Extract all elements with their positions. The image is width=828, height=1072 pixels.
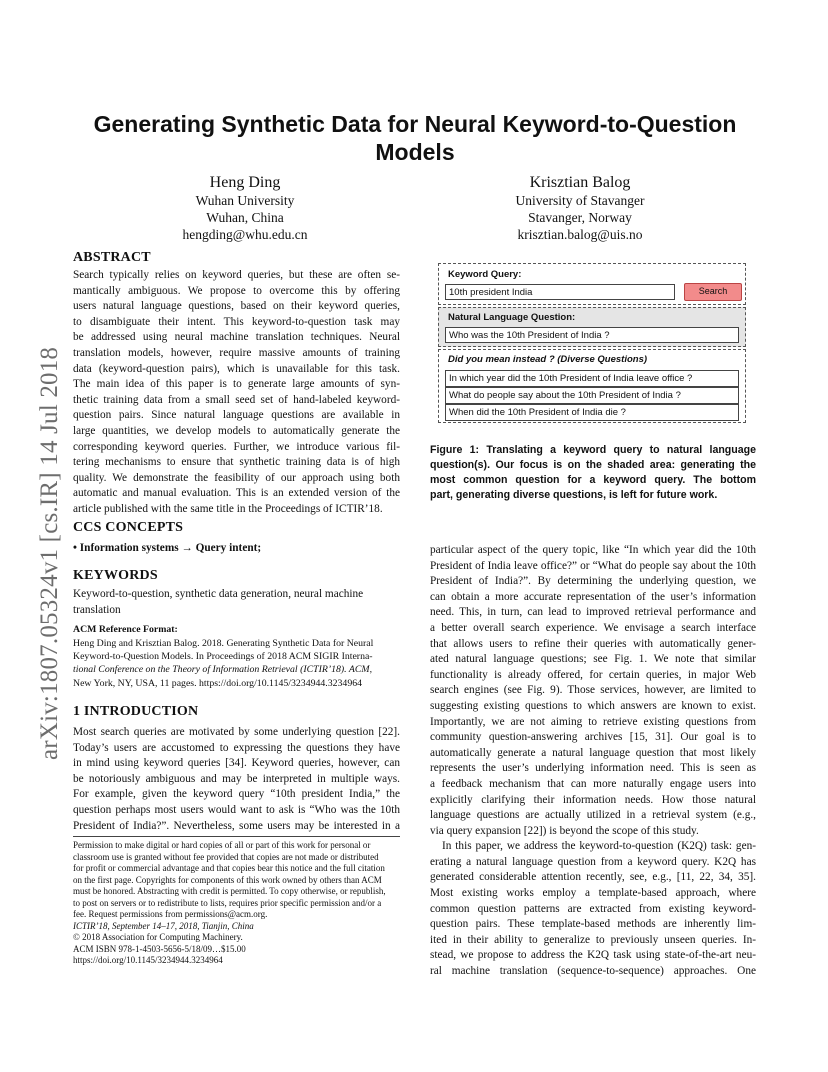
body-line: ral machine translation (sequence-to-sequence) approaches. One <box>430 965 756 978</box>
intro-line: question perhaps most users would want to ask is “Who was the 10th <box>73 803 400 816</box>
intro-line: President of India?”. Nevertheless, some users may be interested in a <box>73 819 400 832</box>
keyword-query-label: Keyword Query: <box>448 269 522 280</box>
author-location: Wuhan, China <box>206 210 284 225</box>
intro-line: Today’s users are accustomed to expressing the questions they have <box>73 741 400 754</box>
abstract-line: corresponding keyword queries. Further, we introduce various fil- <box>73 440 400 453</box>
caption-line: Figure 1: Translating a keyword query to natural language <box>430 444 756 456</box>
title-line-2: Models <box>375 139 455 165</box>
body-line: can obtain a more accurate representation of the user’s information <box>430 590 756 603</box>
abstract-line: large quantities, we develop models to automatically generate the <box>73 424 400 437</box>
intro-line: Most search queries are motivated by some underlying question [22]. <box>73 726 400 738</box>
permission-line: © 2018 Association for Computing Machinery. <box>73 932 243 942</box>
abstract-line: mantically ambiguous. We propose to overcome this by offering <box>73 284 400 297</box>
paper-title <box>90 110 740 166</box>
permission-line: fee. Request permissions from permissions@acm.org. <box>73 909 268 919</box>
body-line: explicitly clarifying their information needs. How those natural <box>430 793 756 806</box>
abstract-line: users natural language questions, based on their keyword queries, <box>73 300 400 313</box>
body-line: President of India leave office?” or “What do people say about the 10th <box>430 559 756 572</box>
author-2 <box>490 173 670 243</box>
permission-line: for profit or commercial advantage and that copies bear this notice and the full citation <box>73 863 385 873</box>
acm-ref-body <box>73 637 400 690</box>
permission-line: classroom use is granted without fee provided that copies are not made or distributed <box>73 851 379 862</box>
author-email: hengding@whu.edu.cn <box>182 227 308 242</box>
keywords-heading: KEYWORDS <box>73 568 158 583</box>
caption-line: most common question for a keyword query. The bottom <box>430 474 756 486</box>
author-affiliation: University of Stavanger <box>515 193 645 208</box>
abstract-line: to disambiguate their intent. This keyword-to-question task may <box>73 315 400 328</box>
diverse-question[interactable]: What do people say about the 10th President of India ? <box>445 387 739 404</box>
body-line: In this paper, we address the keyword-to-question (K2Q) task: gen- <box>442 840 756 853</box>
abstract-line: translation models, however, require massive amounts of training <box>73 346 400 359</box>
permission-block <box>73 840 400 967</box>
permission-line: must be honored. Abstracting with credit is permitted. To copy otherwise, or republish, <box>73 886 386 896</box>
diverse-question[interactable]: When did the 10th President of India die ? <box>445 404 739 421</box>
abstract-heading: ABSTRACT <box>73 250 151 265</box>
body-line: generated considerable attention recently, see, e.g., [11, 22, 34, 35]. <box>430 871 756 884</box>
abstract-body <box>73 268 400 518</box>
abstract-line: be addressed using neural machine translation techniques. Neural <box>73 331 400 344</box>
caption-line: part, generating diverse questions, is left for future work. <box>430 489 718 501</box>
body-line: represents the user’s underlying information need. This is seen as <box>430 762 756 775</box>
caption-line: question(s). Our focus is on the shaded area: generating the <box>430 459 756 471</box>
body-line: Importantly, we are not aiming to retrieve existing questions from <box>430 715 756 728</box>
body-line: President of India?”. By determining the underlying question, we <box>430 575 756 588</box>
keywords-line: translation <box>73 603 121 616</box>
figure-caption <box>430 443 756 503</box>
body-line: Most existing works employ a template-based approach, where <box>430 887 756 900</box>
body-line: community question-answering archives [15, 31]. Our goal is to <box>430 731 756 744</box>
keyword-query-input[interactable]: 10th president India <box>445 284 675 300</box>
permission-line: ICTIR’18, September 14–17, 2018, Tianjin, China <box>73 920 254 931</box>
intro-line: be notoriously ambiguous and may be interpreted in multiple ways. <box>73 772 400 785</box>
body-line: search engines (see Fig. 9). Those services, however, are limited to <box>430 684 756 697</box>
body-line: a better overall search experience. We envisage a search interface <box>430 621 756 634</box>
permission-line: to post on servers or to redistribute to lists, requires prior specific permission and/or a <box>73 897 382 908</box>
author-email: krisztian.balog@uis.no <box>517 227 643 242</box>
body-line: need. This, in turn, can lead to improved retrieval performance and <box>430 606 756 619</box>
abstract-line: thetic training data from a small seed set of hand-labeled keyword- <box>73 393 400 406</box>
diverse-label: Did you mean instead ? (Diverse Questions) <box>448 354 648 365</box>
intro-body <box>73 725 400 834</box>
ccs-heading: CCS CONCEPTS <box>73 520 184 535</box>
intro-line: For example, given the keyword query “10th president India,” the <box>73 788 400 801</box>
acm-ref-line: Keyword-to-Question Models. In Proceedings of 2018 ACM SIGIR Interna- <box>73 651 373 663</box>
body-line: particular aspect of the query topic, like “In which year did the 10th <box>430 544 756 556</box>
author-affiliation: Wuhan University <box>195 193 295 208</box>
body-line: a feedback mechanism that can more naturally engage users into <box>430 777 756 790</box>
permission-line: ACM ISBN 978-1-4503-5656-5/18/09…$15.00 <box>73 943 246 954</box>
nlq-label: Natural Language Question: <box>448 312 576 323</box>
abstract-line: The main idea of this paper is to generate large amounts of syn- <box>73 378 400 391</box>
body-line: question pairs. These template-based methods are inherently lim- <box>430 918 756 931</box>
figure-1 <box>438 263 746 431</box>
author-location: Stavanger, Norway <box>528 210 632 225</box>
abstract-line: Search typically relies on keyword queries, but these are often se- <box>73 269 400 281</box>
author-1 <box>160 173 330 243</box>
abstract-line: article published with the same title in the Proceedings of ICTIR’18. <box>73 502 383 515</box>
arxiv-id: arXiv:1807.05324v1 [cs.IR] 14 Jul 2018 <box>36 346 63 760</box>
abstract-line: data (keyword-question pairs), which is unavailable for this task. <box>73 362 400 375</box>
diverse-question[interactable]: In which year did the 10th President of India leave office ? <box>445 370 739 387</box>
abstract-line: question pairs. Since natural language questions are available in <box>73 409 400 422</box>
body-line: that allows users to refine their queries with automatically gener- <box>430 637 756 650</box>
intro-line: in mind using keyword queries [34]. Keyword queries, however, can <box>73 757 400 770</box>
permission-line: on the first page. Copyrights for components of this work owned by others than ACM <box>73 874 382 885</box>
author-name: Heng Ding <box>209 174 281 191</box>
body-line: via query expansion [22]) is beyond the scope of this study. <box>430 824 699 837</box>
keywords-text <box>73 587 400 618</box>
search-button[interactable]: Search <box>684 283 742 301</box>
body-line: suggesting existing questions to which answers are known to exist. <box>430 699 756 712</box>
permission-line: Permission to make digital or hard copies of all or part of this work for personal or <box>73 840 371 850</box>
body-line: erating a natural language question from a keyword query. K2Q has <box>430 855 756 868</box>
intro-heading: 1 INTRODUCTION <box>73 704 199 719</box>
body-line: common question patterns are extracted from existing keyword- <box>430 902 756 915</box>
body-line: ated natural language questions; see Fig. 1. We note that similar <box>430 653 756 666</box>
permission-line: https://doi.org/10.1145/3234944.3234964 <box>73 955 223 965</box>
footnote-rule <box>73 836 400 837</box>
keywords-line: Keyword-to-question, synthetic data generation, neural machine <box>73 588 364 600</box>
acm-ref-heading: ACM Reference Format: <box>73 624 178 635</box>
ccs-text: • Information systems → Query intent; <box>73 542 262 554</box>
body-line: automatically generate a natural language question that most likely <box>430 746 756 759</box>
nlq-output: Who was the 10th President of India ? <box>445 327 739 343</box>
title-line-1: Generating Synthetic Data for Neural Keyword-to-Question <box>93 111 737 137</box>
body-line: stead, we propose to address the K2Q task using state-of-the-art neu- <box>430 949 756 962</box>
arxiv-stamp <box>16 300 63 760</box>
abstract-line: automatic and manual evaluation. This is an extended version of the <box>73 487 400 500</box>
acm-ref-line: Heng Ding and Krisztian Balog. 2018. Generating Synthetic Data for Neural <box>73 638 374 649</box>
body-line: ited in their ability to generalize to previously unseen queries. In- <box>430 933 756 946</box>
right-column-body <box>430 543 756 980</box>
body-line: language questions are actually utilized in a retrieval system (e.g., <box>430 809 756 822</box>
acm-ref-line: tional Conference on the Theory of Information Retrieval (ICTIR’18). ACM, <box>73 664 373 676</box>
abstract-line: tering mechanisms to ensure that synthetic training data is of high <box>73 456 400 469</box>
author-name: Krisztian Balog <box>529 174 631 191</box>
abstract-line: quality. We demonstrate the feasibility of our approach using both <box>73 471 400 484</box>
acm-ref-line: New York, NY, USA, 11 pages. https://doi.org/10.1145/3234944.3234964 <box>73 677 363 689</box>
body-line: functionality is already offered, for certain queries, in major Web <box>430 668 756 681</box>
